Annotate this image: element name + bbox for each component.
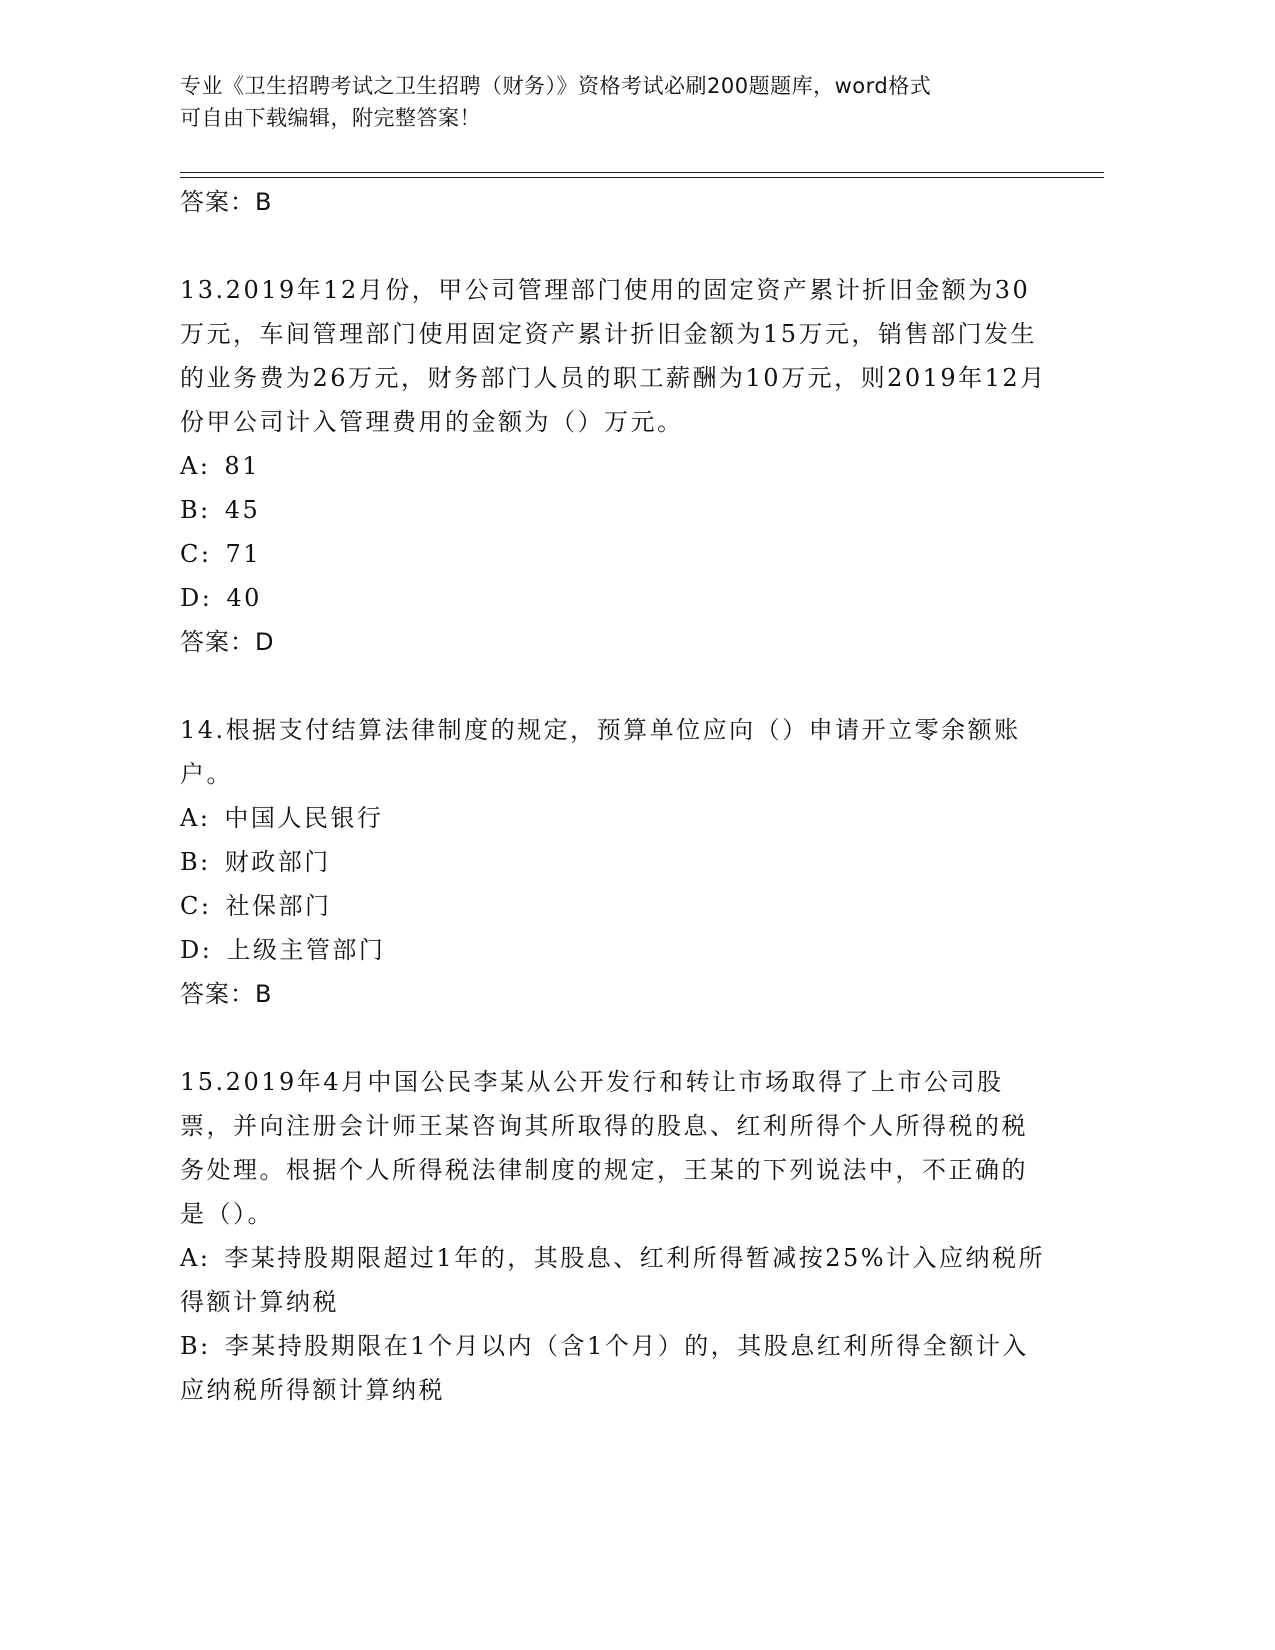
option-a: A: 李某持股期限超过1年的，其股息、红利所得暂减按25%计入应纳税所得额计算纳税	[180, 1244, 1046, 1316]
question-list	[180, 180, 1050, 1412]
option-d: D: 40	[180, 584, 262, 612]
header-divider-bottom	[180, 177, 1104, 178]
question-13	[180, 268, 1050, 664]
header-line-2: 可自由下载编辑，附完整答案！	[180, 106, 481, 130]
header-divider-top	[180, 172, 1104, 173]
answer-line: 答案：B	[180, 980, 273, 1008]
option-a: A: 81	[180, 452, 260, 480]
question-stem: 14.根据支付结算法律制度的规定，预算单位应向（）申请开立零余额账户。	[180, 716, 1021, 788]
option-b: B: 李某持股期限在1个月以内（含1个月）的，其股息红利所得全额计入应纳税所得额计算纳税	[180, 1332, 1029, 1404]
question-15	[180, 1060, 1050, 1412]
question-stem: 15.2019年4月中国公民李某从公开发行和转让市场取得了上市公司股票，并向注册会计师王某咨询其所取得的股息、红利所得个人所得税的税务处理。根据个人所得税法律制度的规定，王某的下列说法中，不正确的是（）。	[180, 1068, 1028, 1228]
header-line-1: 专业《卫生招聘考试之卫生招聘（财务）》资格考试必刷200题题库，word格式	[180, 74, 932, 98]
option-b: B: 45	[180, 496, 261, 524]
option-c: C: 71	[180, 540, 261, 568]
option-c: C: 社保部门	[180, 892, 332, 920]
option-b: B: 财政部门	[180, 848, 331, 876]
question-14	[180, 708, 1050, 1016]
question-stem: 13.2019年12月份，甲公司管理部门使用的固定资产累计折旧金额为30万元，车间管理部门使用固定资产累计折旧金额为15万元，销售部门发生的业务费为26万元，财务部门人员的职工薪酬为10万元，则2019年12月份甲公司计入管理费用的金额为（）万元。	[180, 276, 1047, 436]
answer-line: 答案：B	[180, 188, 273, 216]
document-header	[180, 70, 1040, 134]
answer-line: 答案：D	[180, 628, 275, 656]
option-d: D: 上级主管部门	[180, 936, 386, 964]
option-a: A: 中国人民银行	[180, 804, 384, 832]
